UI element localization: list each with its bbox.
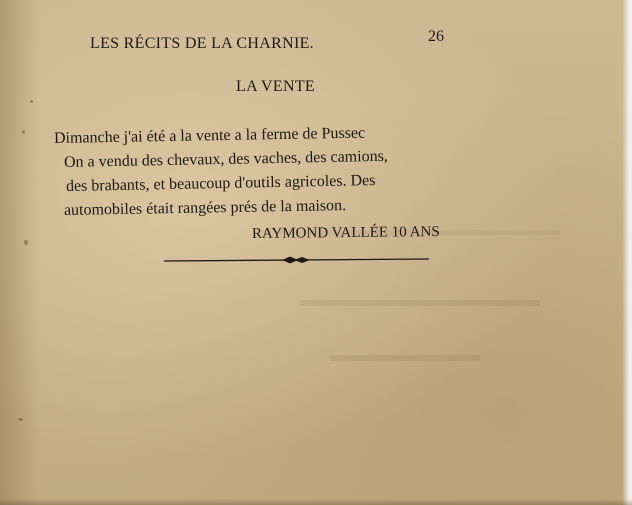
bleed-through-mark [300, 300, 540, 306]
page-fold-shadow [0, 0, 40, 505]
ornamental-divider [164, 254, 429, 268]
paper-speck [18, 418, 23, 421]
article-line-4: automobiles était rangées prés de la maison. [63, 197, 347, 219]
paper-speck [24, 240, 28, 245]
article-line-2: On a vendu des chevaux, des vaches, des camions, [63, 147, 389, 171]
page-bottom-shadow [0, 499, 632, 505]
bleed-through-mark [330, 355, 480, 361]
article-title: LA VENTE [236, 78, 315, 95]
author-signature: RAYMOND VALLÉE 10 ANS [251, 224, 440, 242]
article-line-1: Dimanche j'ai été a la vente a la ferme de Pussec [53, 124, 366, 147]
running-header: LES RÉCITS DE LA CHARNIE. [90, 35, 314, 52]
paper-speck [30, 100, 33, 103]
paper-speck [22, 130, 25, 134]
page-edge [622, 0, 632, 505]
page-number: 26 [428, 28, 444, 45]
article-line-3: des brabants, et beaucoup d'outils agricoles. Des [65, 172, 376, 195]
